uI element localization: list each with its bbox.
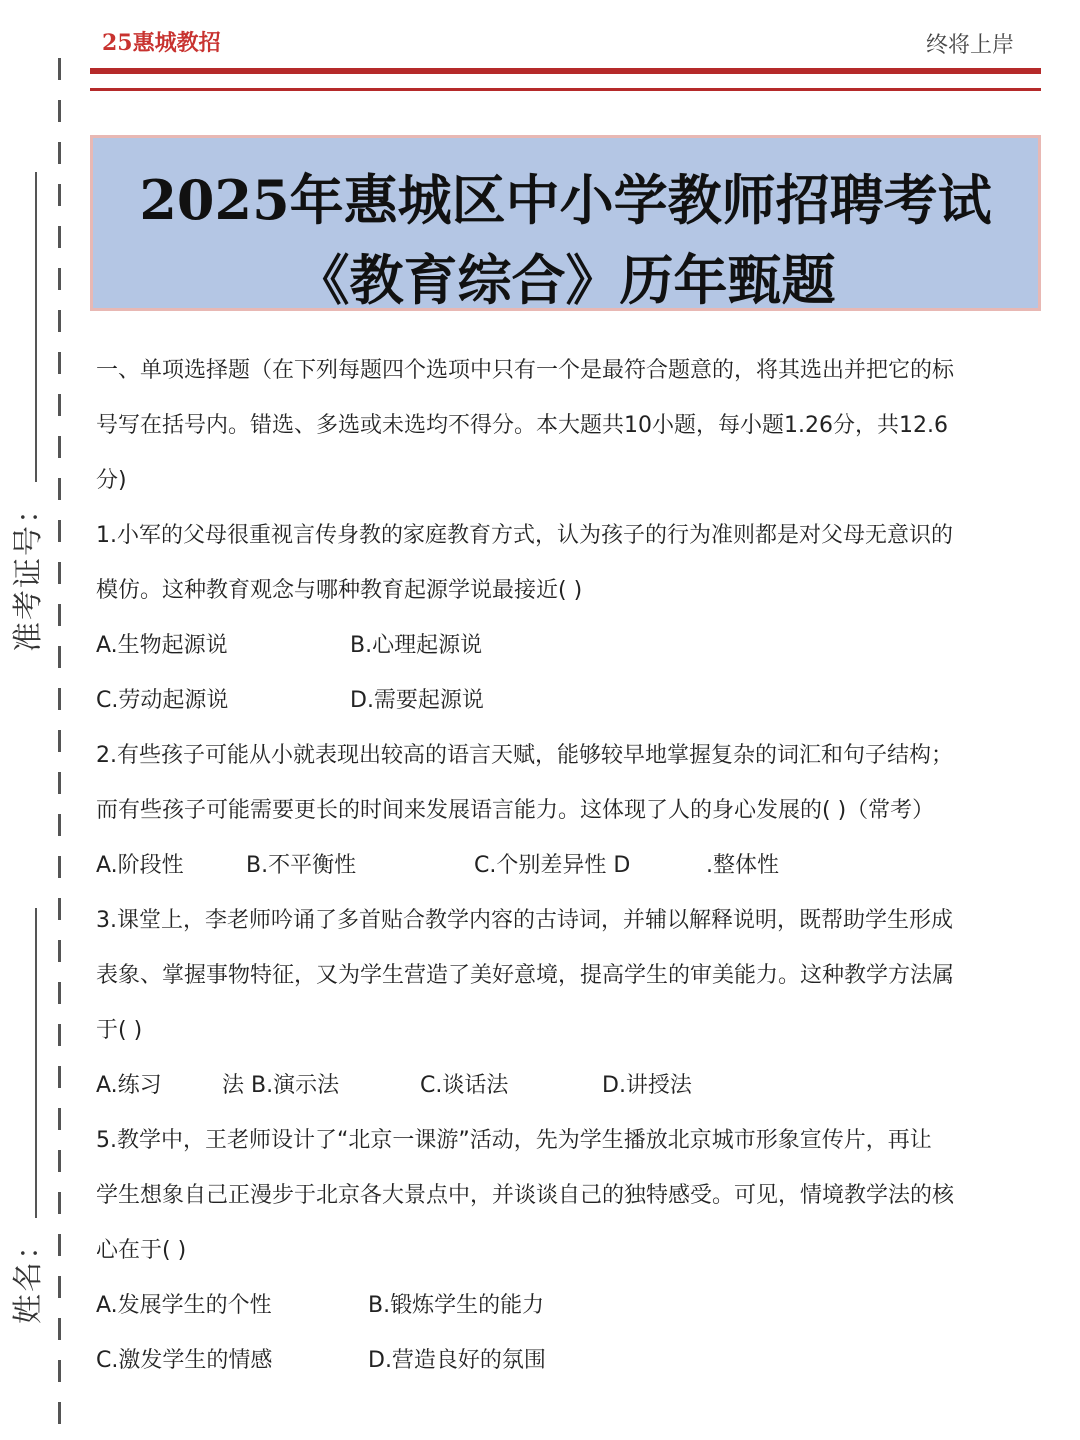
question-5-text: 心在于( ) <box>96 1238 187 1263</box>
title-line-1: 2025年惠城区中小学教师招聘考试 <box>139 168 992 232</box>
title-line-2: 《教育综合》历年甄题 <box>295 248 836 312</box>
exam-id-label: 准考证号： <box>11 492 46 652</box>
option-b: B.不平衡性 <box>246 853 357 878</box>
header-brand: 25惠城教招 <box>102 30 221 56</box>
question-2-text: 而有些孩子可能需要更长的时间来发展语言能力。这体现了人的身心发展的( )（常考） <box>96 798 935 823</box>
option-d: D.讲授法 <box>602 1073 692 1098</box>
option-d: .整体性 <box>706 853 779 878</box>
option-c: C.劳动起源说 <box>96 688 229 713</box>
option-a: A.练习 <box>96 1073 162 1098</box>
question-3-options-row <box>96 1058 1041 1113</box>
header-rule-thick <box>90 68 1041 74</box>
question-3-text: 于( ) <box>96 1018 143 1043</box>
option-a: A.阶段性 <box>96 853 184 878</box>
header-slogan: 终将上岸 <box>925 33 1014 58</box>
question-5-options-row <box>96 1333 1041 1388</box>
question-2-options-row <box>96 838 1041 893</box>
option-a: A.生物起源说 <box>96 633 228 658</box>
binding-margin-dashes <box>58 58 61 1440</box>
option-d: D.营造良好的氛围 <box>368 1348 546 1373</box>
exam-id-fill-line <box>35 172 37 482</box>
option-c: C.谈话法 <box>420 1073 509 1098</box>
question-3-text: 表象、掌握事物特征，又为学生营造了美好意境，提高学生的审美能力。这种教学方法属 <box>96 963 955 988</box>
question-1-text: 模仿。这种教育观念与哪种教育起源学说最接近( ) <box>96 578 583 603</box>
title-banner <box>90 135 1041 311</box>
question-5-text: 5.教学中，王老师设计了“北京一课游”活动，先为学生播放北京城市形象宣传片，再让 <box>96 1128 932 1153</box>
option-d: D.需要起源说 <box>350 688 484 713</box>
question-1-options-row <box>96 673 1041 728</box>
option-a: A.发展学生的个性 <box>96 1293 272 1318</box>
header-rule-thin <box>90 88 1041 91</box>
question-3-text: 3.课堂上，李老师吟诵了多首贴合教学内容的古诗词，并辅以解释说明，既帮助学生形成 <box>96 908 953 933</box>
question-1-options-row <box>96 618 1041 673</box>
option-c: C.激发学生的情感 <box>96 1348 273 1373</box>
question-2-text: 2.有些孩子可能从小就表现出较高的语言天赋，能够较早地掌握复杂的词汇和句子结构； <box>96 743 953 768</box>
name-label: 姓名： <box>11 1228 46 1324</box>
option-b: B.心理起源说 <box>350 633 483 658</box>
exam-content <box>96 343 1041 1388</box>
question-5-text: 学生想象自己正漫步于北京各大景点中，并谈谈自己的独特感受。可见，情境教学法的核 <box>96 1183 955 1208</box>
section-instructions-line: 号写在括号内。错选、多选或未选均不得分。本大题共10小题，每小题1.26分，共12.6 <box>96 413 948 438</box>
question-1-text: 1.小军的父母很重视言传身教的家庭教育方式，认为孩子的行为准则都是对父母无意识的 <box>96 523 953 548</box>
option-b: 法 B.演示法 <box>222 1073 340 1098</box>
question-5-options-row <box>96 1278 1041 1333</box>
section-instructions-line: 分) <box>96 468 127 493</box>
option-c: C.个别差异性 D <box>474 853 631 878</box>
option-b: B.锻炼学生的能力 <box>368 1293 545 1318</box>
section-instructions-line: 一、单项选择题（在下列每题四个选项中只有一个是最符合题意的，将其选出并把它的标 <box>96 358 955 383</box>
